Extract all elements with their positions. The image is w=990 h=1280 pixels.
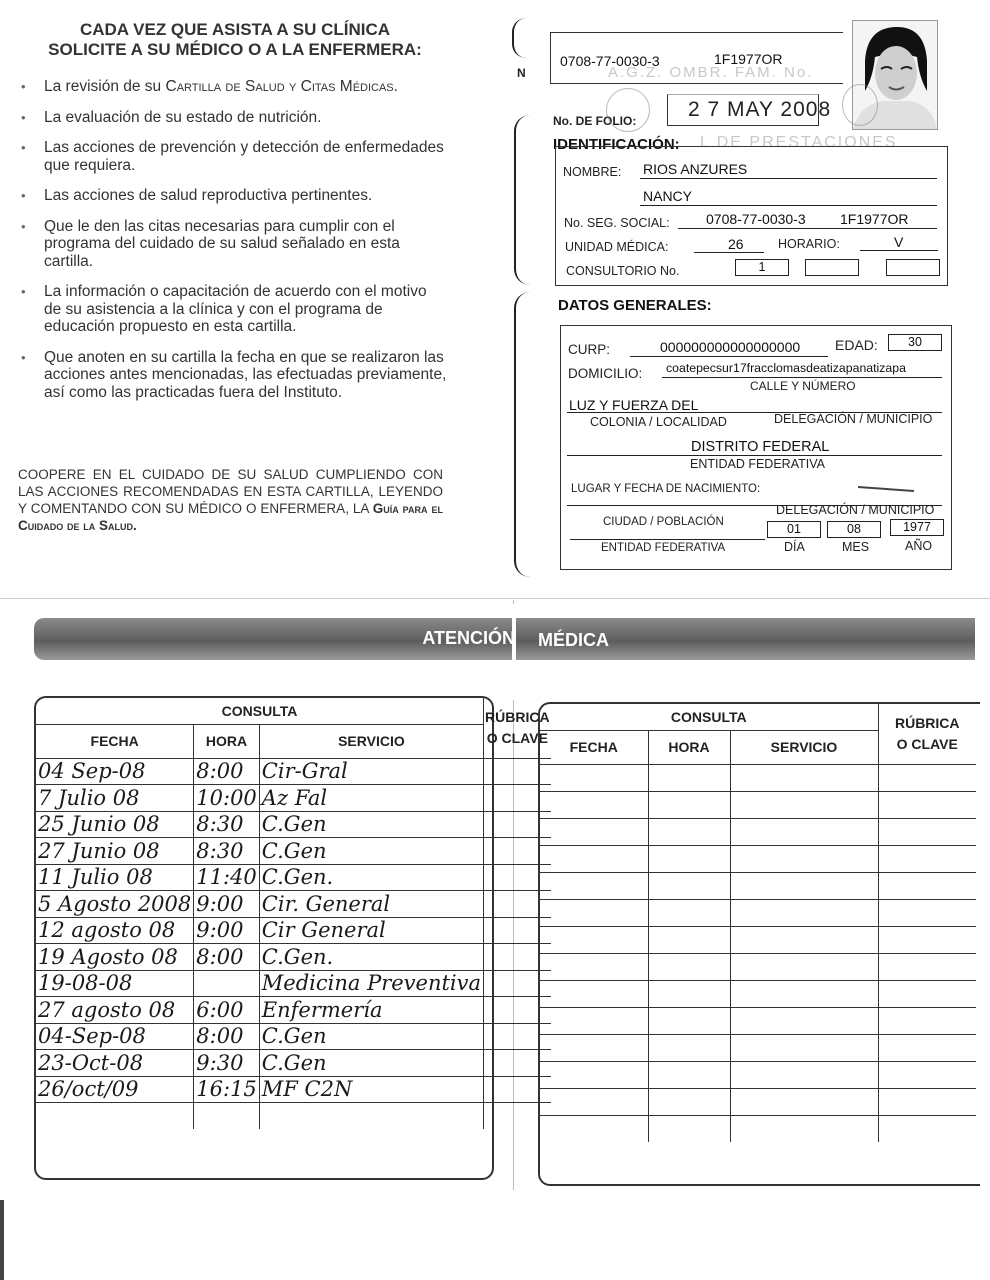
- table-row: [36, 838, 551, 865]
- hora-cell: 8:30: [194, 838, 260, 865]
- folio-label: No. DE FOLIO:: [553, 114, 637, 128]
- fold-line: [0, 598, 990, 599]
- rubrica-header-line1: RÚBRICA: [894, 714, 960, 731]
- entidad-caption: ENTIDAD FEDERATIVA: [690, 457, 825, 471]
- table-row: [36, 811, 551, 838]
- empty-cell: [648, 872, 730, 899]
- curp-label: CURP:: [568, 342, 611, 357]
- servicio-cell: C.Gen: [259, 1050, 483, 1077]
- table-row: [36, 1023, 551, 1050]
- empty-cell: [540, 953, 648, 980]
- table-row: [36, 970, 551, 997]
- entidad-value: DISTRITO FEDERAL: [691, 439, 830, 455]
- servicio-cell: Az Fal: [259, 785, 483, 812]
- servicio-cell: C.Gen: [259, 1023, 483, 1050]
- page-edge: [0, 1200, 4, 1280]
- nombre-underline: [640, 178, 937, 179]
- rubrica-header-line2: O CLAVE: [486, 729, 548, 746]
- delegacion-caption2: DELEGACIÓN / MUNICIPIO: [776, 503, 935, 517]
- hora-cell: 8:00: [194, 758, 260, 785]
- fecha-cell: 23-Oct-08: [36, 1050, 194, 1077]
- cooperate-text: COOPERE EN EL CUIDADO DE SU SALUD CUMPLIENDO CON LAS ACCIONES RECOMENDADAS EN ESTA CARTILLA, LEYENDO Y COMENTANDO CON SU MÉDICO O ENFERMERA, LA: [18, 467, 443, 516]
- datos-generales-heading: DATOS GENERALES:: [558, 297, 712, 314]
- instructions-list: [18, 78, 448, 414]
- instructions-title-line1: CADA VEZ QUE ASISTA A SU CLÍNICA: [79, 20, 391, 39]
- top-number: 0708-77-0030-3: [560, 53, 660, 69]
- empty-cell: [540, 1088, 648, 1115]
- table-row: [540, 764, 976, 791]
- fecha-cell: 12 agosto 08: [36, 917, 194, 944]
- table-row: [540, 953, 976, 980]
- empty-cell: [878, 818, 976, 845]
- servicio-cell: C.Gen: [259, 811, 483, 838]
- hora-cell: 9:00: [194, 891, 260, 918]
- hora-cell: 6:00: [194, 997, 260, 1024]
- empty-cell: [648, 980, 730, 1007]
- fecha-cell: 11 Julio 08: [36, 864, 194, 891]
- hora-cell: 9:30: [194, 1050, 260, 1077]
- curp-underline: [630, 356, 828, 357]
- fecha-cell: 19 Agosto 08: [36, 944, 194, 971]
- empty-cell: [540, 1034, 648, 1061]
- table-row: [540, 872, 976, 899]
- servicio-cell: Medicina Preventiva: [259, 970, 483, 997]
- servicio-cell: Enfermería: [259, 997, 483, 1024]
- entidad-underline2: [570, 539, 765, 540]
- side-letter: N: [517, 66, 526, 80]
- empty-cell: [540, 791, 648, 818]
- horario-label: HORARIO:: [778, 237, 840, 251]
- empty-cell: [878, 1034, 976, 1061]
- fecha-cell: [36, 1103, 194, 1130]
- fecha-cell: 25 Junio 08: [36, 811, 194, 838]
- table-row: [36, 758, 551, 785]
- empty-cell: [730, 1061, 878, 1088]
- table-row: [540, 980, 976, 1007]
- table-row: [540, 1088, 976, 1115]
- empty-cell: [540, 1007, 648, 1034]
- table-row: [36, 917, 551, 944]
- anio-box: 1977: [890, 519, 944, 536]
- curp-value: 000000000000000000: [660, 339, 801, 355]
- faint-stamp: L DE PRESTACIONES: [700, 134, 898, 151]
- cartilla-name: Cartilla de Salud y Citas Médicas.: [165, 78, 398, 95]
- instruction-item: • Las acciones de prevención y detección de enfermedades que requiera.: [18, 139, 448, 174]
- rubrica-header: [878, 704, 976, 764]
- fecha-cell: 7 Julio 08: [36, 785, 194, 812]
- empty-cell: [540, 1115, 648, 1142]
- table-row: [540, 791, 976, 818]
- hora-cell: 8:00: [194, 944, 260, 971]
- empty-cell: [878, 764, 976, 791]
- empty-cell: [648, 1007, 730, 1034]
- instruction-item: • La evaluación de su estado de nutrición.: [18, 109, 448, 127]
- empty-cell: [648, 1088, 730, 1115]
- empty-cell: [878, 1007, 976, 1034]
- empty-cell: [540, 845, 648, 872]
- empty-cell: [648, 1034, 730, 1061]
- empty-cell: [648, 845, 730, 872]
- servicio-cell: MF C2N: [259, 1076, 483, 1103]
- hora-cell: 10:00: [194, 785, 260, 812]
- consultorio-box: [886, 259, 940, 276]
- servicio-cell: C.Gen.: [259, 944, 483, 971]
- faint-stamp: A.G.Z. OMBR. FAM. No.: [608, 64, 814, 81]
- consultorio-label: CONSULTORIO No.: [566, 264, 680, 278]
- fecha-cell: 04 Sep-08: [36, 758, 194, 785]
- domicilio-label: DOMICILIO:: [568, 366, 643, 381]
- servicio-cell: [259, 1103, 483, 1130]
- banner-right-text: MÉDICA: [538, 630, 609, 650]
- nombre-line2: NANCY: [643, 188, 693, 204]
- empty-cell: [878, 872, 976, 899]
- empty-cell: [878, 980, 976, 1007]
- horario-value: V: [894, 234, 904, 250]
- table-row: [36, 944, 551, 971]
- empty-cell: [878, 926, 976, 953]
- fecha-cell: 5 Agosto 2008: [36, 891, 194, 918]
- empty-cell: [648, 791, 730, 818]
- edad-label: EDAD:: [835, 337, 878, 353]
- instruction-item-text: La revisión de su: [44, 78, 166, 95]
- consultorio-box: [805, 259, 859, 276]
- servicio-cell: Cir. General: [259, 891, 483, 918]
- banner-left-text: ATENCIÓN: [422, 628, 515, 648]
- servicio-header: SERVICIO: [730, 730, 878, 764]
- empty-cell: [540, 818, 648, 845]
- dia-caption: DÍA: [784, 540, 805, 554]
- ciudad-caption: CIUDAD / POBLACIÓN: [603, 516, 724, 528]
- empty-cell: [648, 818, 730, 845]
- empty-cell: [878, 899, 976, 926]
- edad-box: 30: [888, 334, 942, 351]
- rubrica-header-line2: O CLAVE: [896, 735, 958, 752]
- date-stamp: 2 7 MAY 2008: [688, 98, 832, 121]
- nombre-line1: RIOS ANZURES: [643, 161, 748, 177]
- empty-cell: [730, 980, 878, 1007]
- hora-cell: 16:15: [194, 1076, 260, 1103]
- empty-cell: [730, 1034, 878, 1061]
- empty-cell: [730, 1088, 878, 1115]
- empty-cell: [878, 1088, 976, 1115]
- empty-cell: [878, 1061, 976, 1088]
- hora-cell: 8:00: [194, 1023, 260, 1050]
- seal-icon: [606, 88, 650, 132]
- mes-box: 08: [827, 521, 881, 538]
- card-left-bracket: [514, 115, 532, 285]
- table-row: [540, 1034, 976, 1061]
- empty-cell: [648, 926, 730, 953]
- empty-cell: [540, 872, 648, 899]
- consulta-rows-right: [540, 764, 976, 1142]
- card-left-bracket: [512, 18, 528, 58]
- instruction-item: • La información o capacitación de acuerdo con el motivo de su asistencia a la clínica y con el programa de educación propuesto en esta cartilla.: [18, 283, 448, 336]
- identification-heading: IDENTIFICACIÓN:: [553, 136, 680, 153]
- empty-cell: [730, 764, 878, 791]
- unidad-label: UNIDAD MÉDICA:: [565, 240, 669, 254]
- empty-cell: [730, 818, 878, 845]
- table-row: [36, 1050, 551, 1077]
- hora-header: HORA: [194, 724, 260, 758]
- seg-social-value: 0708-77-0030-3: [706, 211, 806, 227]
- empty-cell: [730, 845, 878, 872]
- consultorio-box: 1: [735, 259, 789, 276]
- top-code: 1F1977OR: [714, 51, 783, 67]
- fecha-cell: 19-08-08: [36, 970, 194, 997]
- consulta-header: CONSULTA: [540, 704, 878, 730]
- empty-cell: [730, 899, 878, 926]
- servicio-cell: C.Gen.: [259, 864, 483, 891]
- domicilio-value: coatepecsur17fracclomasdeatizapanatizapa: [666, 361, 906, 375]
- empty-cell: [730, 926, 878, 953]
- hora-header: HORA: [648, 730, 730, 764]
- table-row: [540, 1115, 976, 1142]
- consulta-table-right: [540, 704, 976, 1142]
- table-row: [36, 1103, 551, 1130]
- servicio-cell: Cir-Gral: [259, 758, 483, 785]
- table-row: [36, 785, 551, 812]
- empty-cell: [878, 1115, 976, 1142]
- empty-cell: [730, 953, 878, 980]
- entidad-underline: [567, 455, 942, 456]
- empty-cell: [648, 1061, 730, 1088]
- hora-cell: 8:30: [194, 811, 260, 838]
- table-row: [540, 845, 976, 872]
- empty-cell: [878, 953, 976, 980]
- empty-cell: [540, 764, 648, 791]
- dia-box: 01: [767, 521, 821, 538]
- empty-cell: [540, 926, 648, 953]
- instructions-title: [0, 20, 470, 60]
- empty-cell: [648, 764, 730, 791]
- fecha-cell: 26/oct/09: [36, 1076, 194, 1103]
- empty-cell: [730, 1115, 878, 1142]
- cooperate-paragraph: [18, 466, 443, 534]
- empty-cell: [648, 899, 730, 926]
- stamp-mark: [842, 84, 878, 126]
- banner-gutter: [512, 604, 516, 700]
- fecha-cell: 27 Junio 08: [36, 838, 194, 865]
- servicio-header: SERVICIO: [259, 724, 483, 758]
- mes-caption: MES: [842, 540, 870, 554]
- table-row: [540, 1007, 976, 1034]
- table-row: [36, 864, 551, 891]
- instruction-item: • Las acciones de salud reproductiva pertinentes.: [18, 187, 448, 205]
- domicilio-underline: [662, 377, 942, 378]
- horario-underline: [860, 250, 938, 251]
- fecha-cell: 04-Sep-08: [36, 1023, 194, 1050]
- fecha-cell: 27 agosto 08: [36, 997, 194, 1024]
- hora-cell: [194, 970, 260, 997]
- instruction-item: • Que le den las citas necesarias para cumplir con el programa del cuidado de su salud señalado en esta cartilla.: [18, 218, 448, 271]
- rubrica-header-line1: RÚBRICA: [485, 708, 550, 725]
- seg-social-underline: [678, 228, 937, 229]
- colonia-value: LUZ Y FUERZA DEL: [569, 397, 699, 413]
- unidad-underline: [694, 252, 764, 253]
- anio-caption: AÑO: [905, 539, 933, 553]
- empty-cell: [540, 899, 648, 926]
- hora-cell: [194, 1103, 260, 1130]
- unidad-value: 26: [728, 236, 744, 252]
- fecha-header: FECHA: [36, 724, 194, 758]
- lugar-label: LUGAR Y FECHA DE NACIMIENTO:: [571, 483, 761, 495]
- guide-name: Guía para el Cuidado de la Salud.: [18, 501, 443, 533]
- empty-cell: [648, 953, 730, 980]
- hora-cell: 9:00: [194, 917, 260, 944]
- seg-social-label: No. SEG. SOCIAL:: [564, 216, 670, 230]
- hora-cell: 11:40: [194, 864, 260, 891]
- empty-cell: [540, 980, 648, 1007]
- nombre-underline: [640, 205, 937, 206]
- consulta-header: CONSULTA: [36, 698, 484, 724]
- seg-social-code: 1F1977OR: [840, 211, 909, 227]
- empty-cell: [648, 1115, 730, 1142]
- table-row: [540, 1061, 976, 1088]
- empty-cell: [730, 791, 878, 818]
- colonia-caption: COLONIA / LOCALIDAD: [590, 415, 727, 429]
- table-row: [36, 997, 551, 1024]
- table-row: [36, 1076, 551, 1103]
- servicio-cell: Cir General: [259, 917, 483, 944]
- calle-caption: CALLE Y NÚMERO: [750, 379, 856, 393]
- empty-cell: [730, 1007, 878, 1034]
- fecha-header: FECHA: [540, 730, 648, 764]
- table-row: [540, 926, 976, 953]
- card-left-bracket: [514, 292, 532, 577]
- consulta-table-left: [36, 698, 551, 1129]
- table-row: [36, 891, 551, 918]
- entidad-caption2: ENTIDAD FEDERATIVA: [601, 542, 726, 554]
- empty-cell: [878, 845, 976, 872]
- instruction-item: [18, 78, 448, 96]
- consulta-rows-left: [36, 758, 551, 1129]
- empty-cell: [878, 791, 976, 818]
- delegacion-caption: DELEGACIÓN / MUNICIPIO: [774, 412, 933, 426]
- empty-cell: [730, 872, 878, 899]
- instructions-title-line2: SOLICITE A SU MÉDICO O A LA ENFERMERA:: [48, 40, 422, 59]
- nombre-label: NOMBRE:: [563, 165, 622, 179]
- table-row: [540, 899, 976, 926]
- table-row: [540, 818, 976, 845]
- servicio-cell: C.Gen: [259, 838, 483, 865]
- instruction-item: • Que anoten en su cartilla la fecha en que se realizaron las acciones antes mencionadas, las efectuadas previamente, así como las practicadas fuera del Instituto.: [18, 349, 448, 402]
- empty-cell: [540, 1061, 648, 1088]
